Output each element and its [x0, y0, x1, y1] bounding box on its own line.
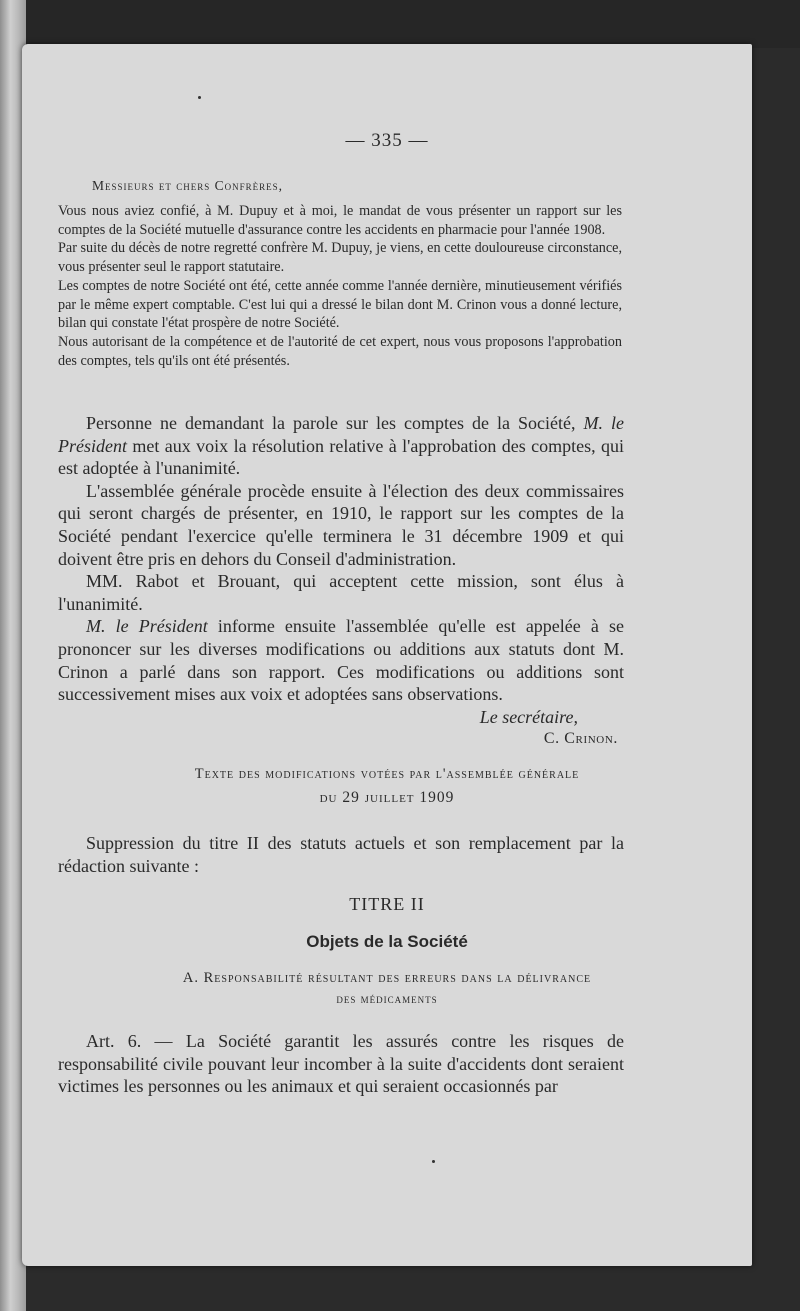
suppression-text — [58, 832, 624, 877]
ink-speck — [432, 1160, 435, 1163]
report-paragraph: Vous nous aviez confié, à M. Dupuy et à moi, le mandat de vous présenter un rapport sur les comptes de la Société mutuelle d'assurance contre les accidents en pharmacie pour l'année 1908. — [58, 203, 622, 238]
section-a-heading: A. Responsabilité résultant des erreurs dans la délivrance — [182, 970, 592, 986]
modifications-title: Texte des modifications votées par l'assemblée générale — [194, 766, 580, 782]
suppression-paragraph: Suppression du titre II des statuts actuels et son remplacement par la rédaction suivante : — [58, 833, 624, 876]
signature-name: C. Crinon. — [543, 730, 618, 748]
scan-background — [0, 0, 800, 48]
minutes-paragraph — [58, 412, 624, 480]
titre-heading: TITRE II — [349, 894, 425, 914]
ink-speck — [198, 96, 201, 99]
text-run: Personne ne demandant la parole sur les comptes de la Société, — [86, 413, 584, 433]
report-paragraph: Nous autorisant de la compétence et de l'autorité de cet expert, nous vous proposons l'approbation des comptes, tels qu'ils ont été présentés. — [58, 333, 622, 369]
text-run: informe ensuite l'assemblée qu'elle est appelée à se prononcer sur les diverses modifications ou additions aux statuts dont M. Crinon a parlé dans son rapport. Ces modifications ou additions sont successivement mises aux voix et adoptées sans observations. — [58, 616, 624, 705]
objets-heading: Objets de la Société — [306, 932, 468, 951]
document-page — [22, 44, 752, 1266]
signature-role: Le secrétaire, — [479, 706, 578, 727]
minutes-text — [58, 412, 624, 751]
salutation: Messieurs et chers Confrères, — [92, 178, 284, 193]
minutes-paragraph: MM. Rabot et Brouant, qui acceptent cette mission, sont élus à l'unanimité. — [58, 571, 624, 614]
text-run: met aux voix la résolution relative à l'approbation des comptes, qui est adoptée à l'unanimité. — [58, 435, 624, 479]
report-paragraph: Par suite du décès de notre regretté confrère M. Dupuy, je viens, en cette douloureuse circonstance, vous présenter seul le rapport statutaire. — [58, 240, 622, 276]
article-6 — [58, 1030, 624, 1098]
modifications-date: du 29 juillet 1909 — [319, 789, 455, 806]
report-paragraph: Les comptes de notre Société ont été, cette année comme l'année dernière, minutieusement vérifiés par le même expert comptable. C'est lui qui a dressé le bilan dont M. Crinon vous a donné lecture, bilan qui constate l'état prospère de notre Société. — [58, 277, 622, 332]
article-paragraph: Art. 6. — La Société garantit les assurés contre les risques de responsabilité civile pouvant leur incomber à la suite d'accidents dont seraient victimes les personnes ou les animaux et qui seraient occasionnés par — [58, 1031, 624, 1097]
president-ref: M. le Président — [58, 413, 624, 456]
minutes-paragraph — [58, 615, 624, 705]
minutes-paragraph: L'assemblée générale procède ensuite à l'élection des deux commissaires qui seront chargés de présenter, en 1910, le rapport sur les comptes de la Société pendant l'exercice qu'elle terminera le 31 décembre 1909 et qui doivent être pris en dehors du Conseil d'administration. — [58, 480, 624, 569]
president-ref: M. le Président — [86, 616, 208, 637]
report-text — [58, 202, 622, 370]
page-number: — 335 — — [345, 130, 429, 151]
section-a-subheading: des médicaments — [336, 991, 438, 1006]
